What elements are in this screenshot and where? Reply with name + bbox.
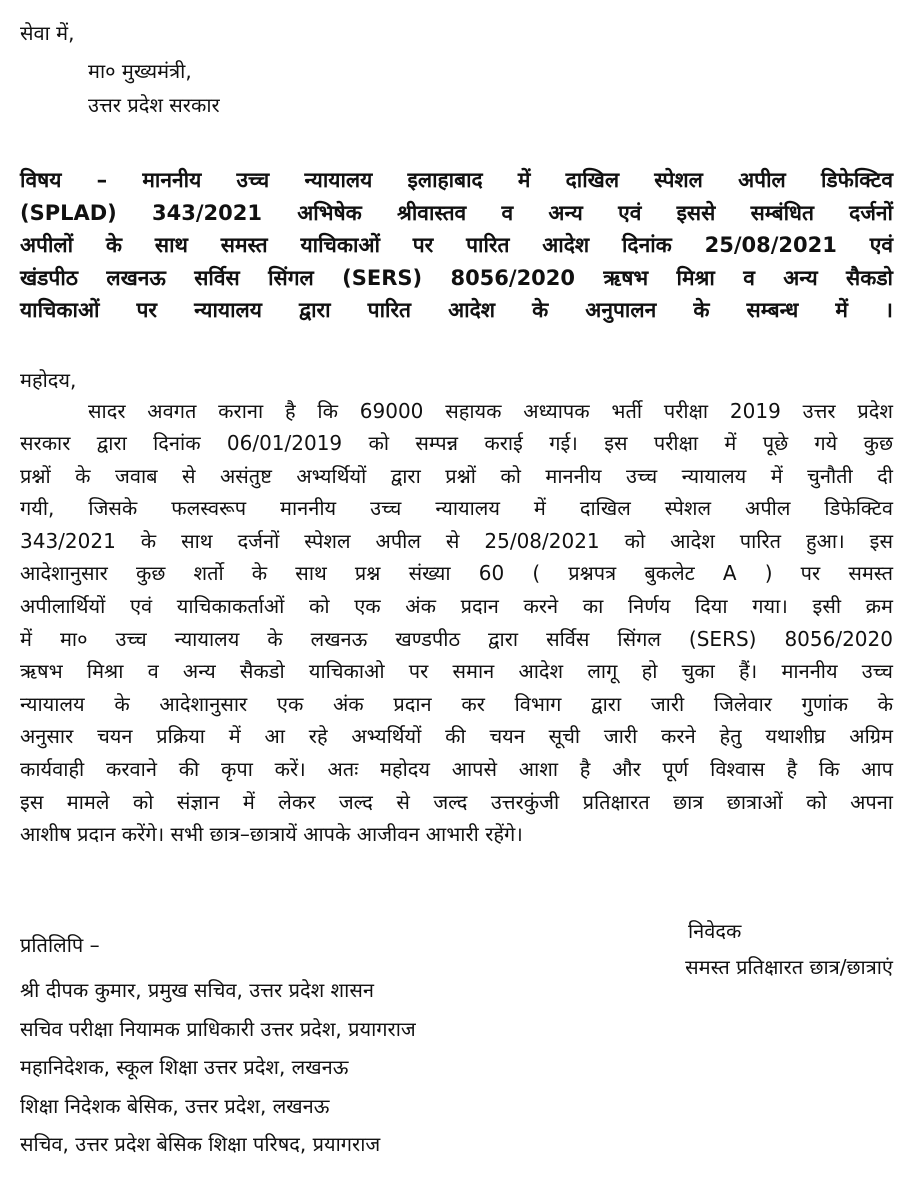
copy-to-item: सचिव, उत्तर प्रदेश बेसिक शिक्षा परिषद, प्रयागराज <box>20 1132 381 1156</box>
body-line: अपीलार्थियों एवं याचिकाकर्ताओं को एक अंक प्रदान करने का निर्णय दिया गया। इसी क्रम <box>20 594 893 619</box>
copy-to-list <box>20 974 416 1167</box>
copy-to-item: सचिव परीक्षा नियामक प्राधिकारी उत्तर प्रदेश, प्रयागराज <box>20 1016 416 1041</box>
body-line: ऋषभ मिश्रा व अन्य सैकडो याचिकाओ पर समान आदेश लागू हो चुका हैं। माननीय उच्च <box>20 659 893 684</box>
body-paragraph <box>20 395 893 851</box>
body-line: न्यायालय के आदेशानुसार एक अंक प्रदान कर विभाग द्वारा जारी जिलेवार गुणांक के <box>20 691 893 716</box>
body-line: 343/2021 के साथ दर्जनों स्पेशल अपील से 25/08/2021 को आदेश पारित हुआ। इस <box>20 528 893 553</box>
signature-title: निवेदक <box>688 919 742 943</box>
signature-name: समस्त प्रतिक्षारत छात्र/छात्राएं <box>685 955 893 979</box>
body-line: कार्यवाही करवाने की कृपा करें। अतः महोदय आपसे आशा है और पूर्ण विश्वास है कि आप <box>20 757 893 782</box>
body-line: आशीष प्रदान करेंगे। सभी छात्र–छात्रायें आपके आजीवन आभारी रहेंगे। <box>20 822 523 847</box>
subject-block <box>20 164 893 327</box>
body-line: सरकार द्वारा दिनांक 06/01/2019 को सम्पन्न कराई गई। इस परीक्षा में पूछे गये कुछ <box>20 431 893 456</box>
body-line: प्रश्नों के जवाब से असंतुष्ट अभ्यर्थियों द्वारा प्रश्नों को माननीय उच्च न्यायालय में चुनौती दी <box>20 463 893 488</box>
greeting: महोदय, <box>20 367 77 392</box>
subject-line: खंडपीठ लखनऊ सर्विस सिंगल (SERS) 8056/2020 ऋषभ मिश्रा व अन्य सैकडो <box>20 265 893 290</box>
subject-line: (SPLAD) 343/2021 अभिषेक श्रीवास्तव व अन्य एवं इससे सम्बंधित दर्जनों <box>20 200 893 225</box>
body-line: में मा० उच्च न्यायालय के लखनऊ खण्डपीठ द्वारा सर्विस सिंगल (SERS) 8056/2020 <box>20 626 893 651</box>
addressee-line-2: उत्तर प्रदेश सरकार <box>88 93 220 117</box>
copy-to-item: महानिदेशक, स्कूल शिक्षा उत्तर प्रदेश, लखनऊ <box>20 1055 349 1079</box>
copy-heading: प्रतिलिपि – <box>20 933 100 957</box>
body-line: सादर अवगत कराना है कि 69000 सहायक अध्यापक भर्ती परीक्षा 2019 उत्तर प्रदेश <box>88 398 893 423</box>
subject-line: अपीलों के साथ समस्त याचिकाओं पर पारित आदेश दिनांक 25/08/2021 एवं <box>20 233 893 257</box>
salutation: सेवा में, <box>20 21 75 45</box>
body-line: गयी, जिसके फलस्वरूप माननीय उच्च न्यायालय में दाखिल स्पेशल अपील डिफेक्टिव <box>20 496 893 521</box>
copy-to-item: शिक्षा निदेशक बेसिक, उत्तर प्रदेश, लखनऊ <box>20 1093 330 1118</box>
subject-line: विषय – माननीय उच्च न्यायालय इलाहाबाद में दाखिल स्पेशल अपील डिफेक्टिव <box>20 168 893 192</box>
body-line: आदेशानुसार कुछ शर्तो के साथ प्रश्न संख्या 60 ( प्रश्नपत्र बुकलेट A ) पर समस्त <box>20 561 893 586</box>
copy-to-item: श्री दीपक कुमार, प्रमुख सचिव, उत्तर प्रदेश शासन <box>20 978 374 1002</box>
subject-line: याचिकाओं पर न्यायालय द्वारा पारित आदेश के अनुपालन के सम्बन्ध में । <box>20 298 893 322</box>
body-line: अनुसार चयन प्रक्रिया में आ रहे अभ्यर्थियों की चयन सूची जारी करने हेतु यथाशीघ्र अग्रिम <box>20 724 893 749</box>
body-line: इस मामले को संज्ञान में लेकर जल्द से जल्द उत्तरकुंजी प्रतिक्षारत छात्र छात्राओं को अपना <box>20 789 893 814</box>
addressee-line-1: मा० मुख्यमंत्री, <box>88 59 192 83</box>
